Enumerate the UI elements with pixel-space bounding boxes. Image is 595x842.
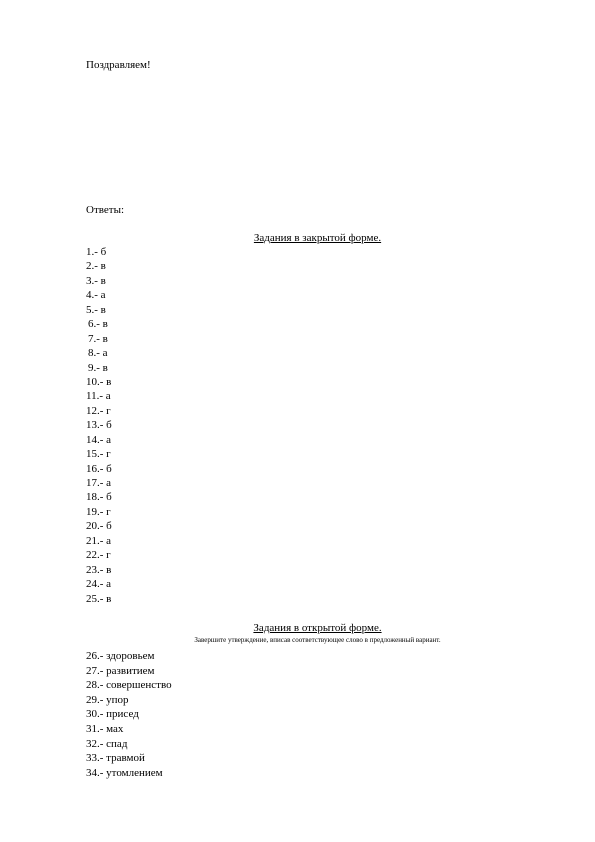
list-item: 4.- а	[86, 289, 106, 302]
list-item: 20.- б	[86, 520, 112, 533]
list-item: 28.- совершенство	[86, 679, 172, 692]
list-item: 32.- спад	[86, 737, 128, 750]
list-item: 30.- присед	[86, 708, 139, 721]
closed-answers-list	[86, 245, 112, 606]
list-item: 8.- а	[88, 347, 108, 360]
list-item: 31.- мах	[86, 722, 124, 735]
list-item: 13.- б	[86, 419, 112, 432]
list-item: 10.- в	[86, 375, 112, 388]
list-item: 29.- упор	[86, 693, 129, 706]
list-item: 15.- г	[86, 448, 111, 461]
list-item: 11.- а	[86, 390, 111, 403]
list-item: 25.- в	[86, 592, 112, 605]
list-item: 18.- б	[86, 491, 112, 504]
open-section-title: Задания в открытой форме.	[253, 622, 382, 634]
list-item: 33.- травмой	[86, 752, 145, 765]
list-item: 27.- развитием	[86, 664, 155, 677]
list-item: 22.- г	[86, 549, 111, 562]
list-item: 34.- утомлением	[86, 766, 163, 779]
list-item: 12.- г	[86, 404, 111, 417]
list-item: 19.- г	[86, 505, 111, 518]
list-item: 6.- в	[88, 318, 108, 331]
list-item: 2.- в	[86, 260, 106, 273]
list-item: 7.- в	[88, 332, 108, 345]
greeting-text: Поздравляем!	[86, 59, 151, 71]
list-item: 1.- б	[86, 246, 107, 258]
list-item: 9.- в	[88, 361, 108, 374]
list-item: 21.- а	[86, 534, 112, 547]
list-item: 5.- в	[86, 303, 106, 316]
answers-label: Ответы:	[86, 204, 125, 216]
open-section-instruction: Завершите утверждение, вписав соответствующее слово в предложенный вариант.	[194, 636, 441, 644]
list-item: 23.- в	[86, 563, 112, 576]
list-item: 26.- здоровьем	[86, 650, 155, 662]
list-item: 3.- в	[86, 274, 106, 287]
list-item: 16.- б	[86, 462, 112, 475]
closed-section-title: Задания в закрытой форме.	[253, 232, 382, 244]
list-item: 17.- а	[86, 477, 112, 489]
list-item: 14.- а	[86, 433, 112, 446]
list-item: 24.- а	[86, 578, 112, 591]
open-answers-list	[86, 649, 172, 780]
